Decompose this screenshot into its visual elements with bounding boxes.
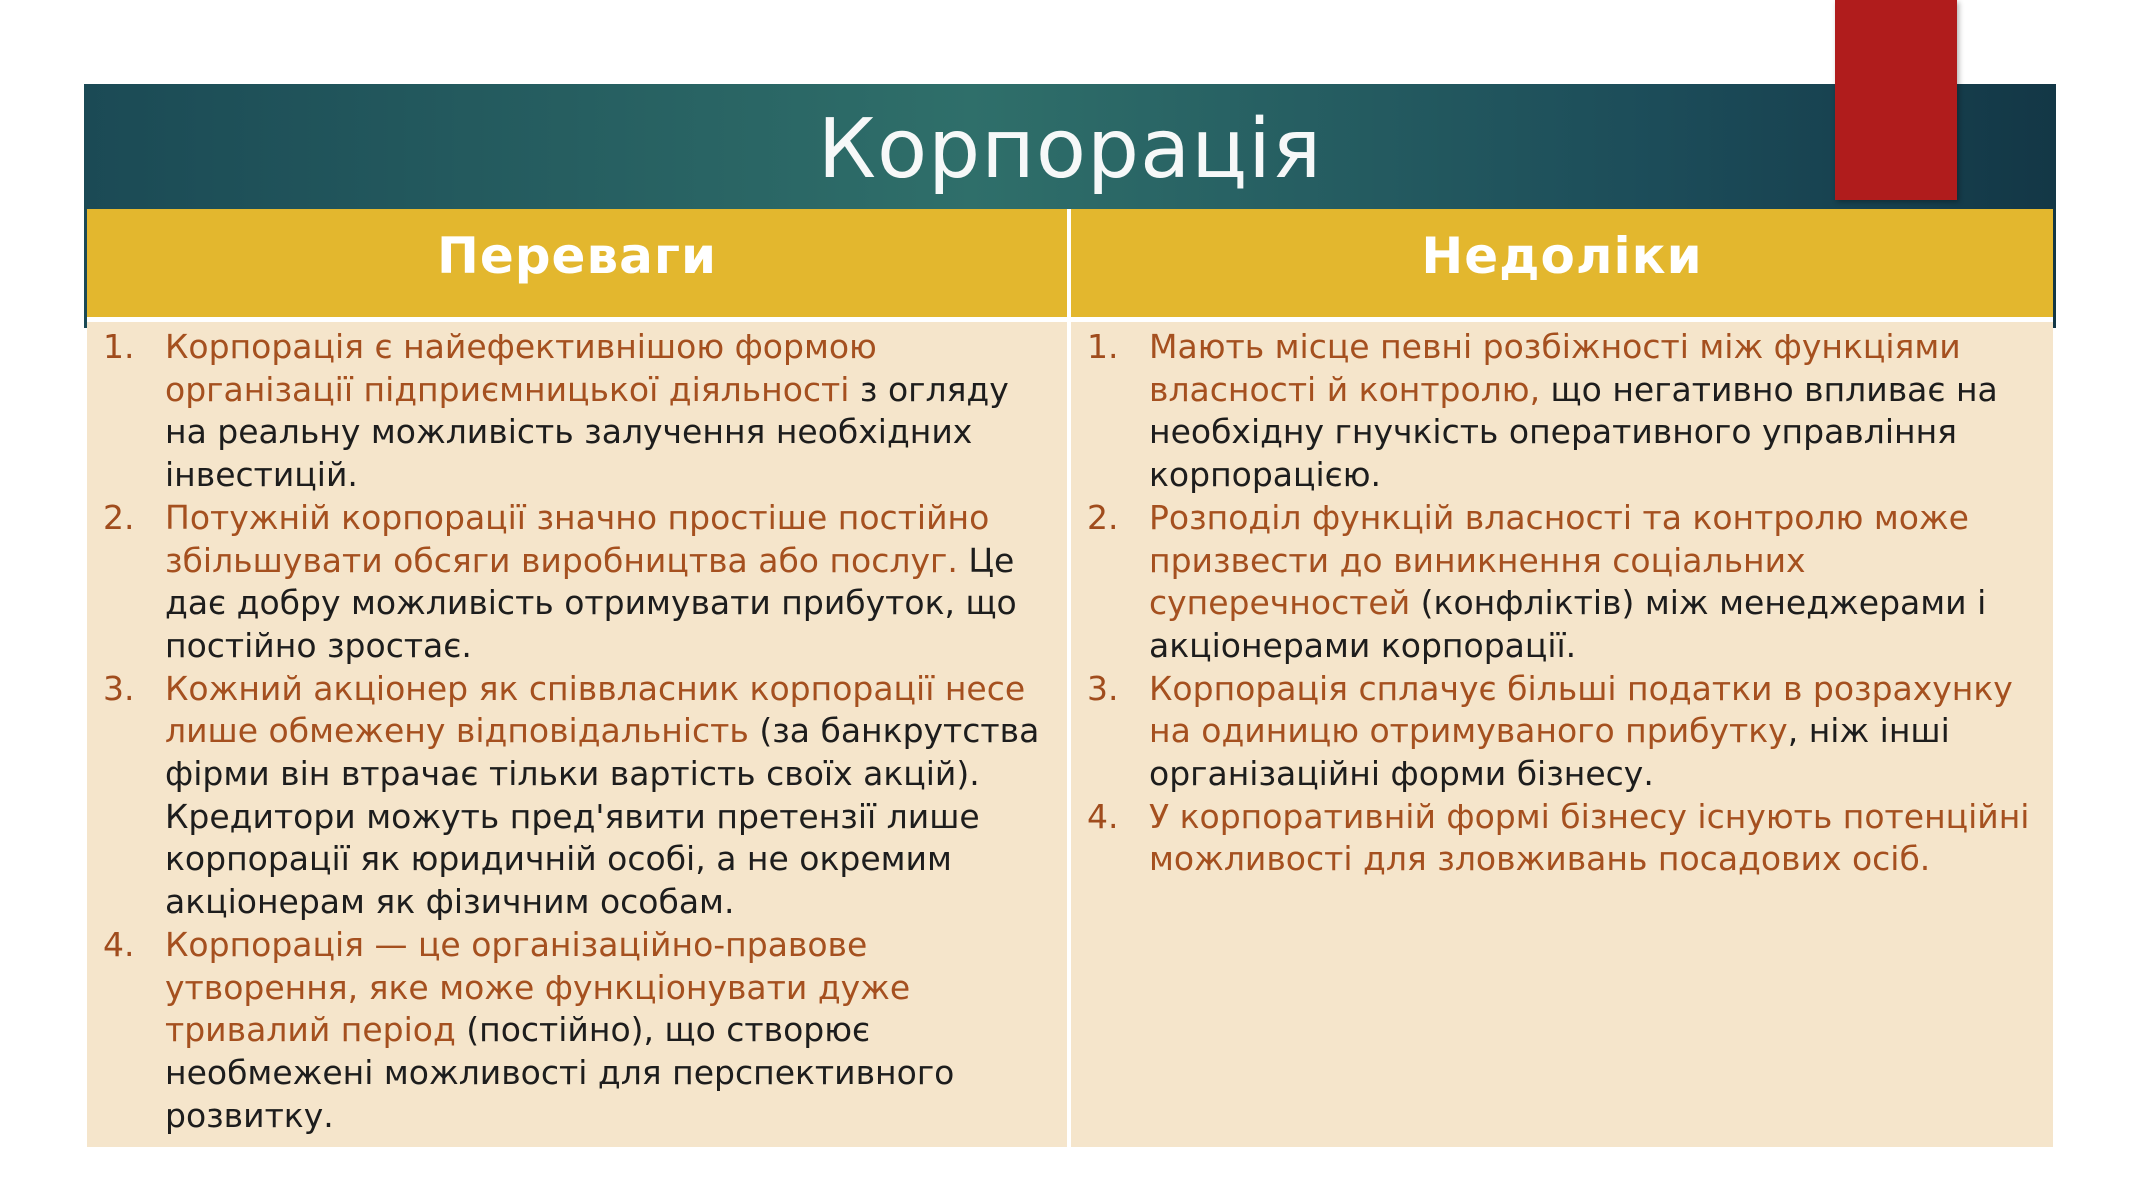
item-highlight: Корпорація сплачує більші податки в розрахунку на одиницю отримуваного прибутку: [1149, 668, 2013, 751]
item-number: 4.: [1087, 796, 1119, 836]
item-text: що негативно впливає на необхідну гнучкість оперативного управління корпорацією.: [1149, 369, 1998, 495]
red-decorative-tab: [1835, 0, 1957, 200]
disadvantages-column: [1071, 209, 2053, 1147]
list-item: [1087, 668, 2039, 796]
item-text: (за банкрутства фірми він втрачає тільки вартість своїх акцій). Кредитори можуть пред'явити претензії лише корпорації як юридичній особі, а не окремим акціонерам як фізичним особам.: [165, 711, 1040, 922]
item-text: (конфліктів) між менеджерами і акціонерами корпорації.: [1149, 583, 1987, 665]
item-text: з огляду на реальну можливість залучення необхідних інвестицій.: [165, 369, 1009, 495]
item-number: 4.: [103, 924, 135, 964]
item-number: 2.: [1087, 497, 1119, 537]
item-number: 3.: [103, 668, 135, 708]
item-highlight: Корпорація є найефективнішою формою організації підприємницької діяльності: [165, 327, 877, 409]
disadvantages-list: [1087, 326, 2039, 881]
item-highlight: Розподіл функцій власності та контролю може призвести до виникнення соціальних суперечностей: [1149, 497, 1969, 623]
advantages-header: Переваги: [87, 209, 1067, 317]
item-number: 3.: [1087, 668, 1119, 708]
item-highlight: У корпоративній формі бізнесу існують потенційні можливості для зловживань посадових осіб.: [1149, 796, 2030, 879]
item-highlight: Корпорація — це організаційно-правове утворення, яке може функціонувати дуже тривалий період: [165, 924, 911, 1050]
list-item: [1087, 326, 2039, 497]
item-highlight: Мають місце певні розбіжності між функціями власності й контролю,: [1149, 327, 1961, 409]
header-divider: [87, 317, 2053, 322]
advantages-column: [87, 209, 1067, 1147]
list-item: [1087, 796, 2039, 881]
list-item: [1087, 497, 2039, 668]
list-item: [103, 668, 1053, 924]
item-number: 1.: [1087, 327, 1119, 366]
item-highlight: Кожний акціонер як співвласник корпорації несе лише обмежену відповідальність: [165, 668, 1026, 751]
item-text: , ніж інші організаційні форми бізнесу.: [1149, 711, 1950, 794]
item-number: 1.: [103, 327, 135, 366]
list-item: [103, 497, 1053, 668]
item-text: Це дає добру можливість отримувати прибуток, що постійно зростає.: [165, 540, 1017, 665]
column-divider: [1067, 209, 1071, 1147]
item-text: (постійно), що створює необмежені можливості для перспективного розвитку.: [165, 1010, 955, 1135]
item-highlight: Потужній корпорації значно простіше постійно збільшувати обсяги виробництва або послуг.: [165, 497, 990, 580]
item-number: 2.: [103, 497, 135, 537]
list-item: [103, 326, 1053, 497]
advantages-list: [103, 326, 1053, 1137]
list-item: [103, 924, 1053, 1138]
slide-title: Корпорація: [817, 102, 1323, 197]
disadvantages-header: Недоліки: [1071, 209, 2053, 317]
comparison-table: [87, 209, 2053, 1147]
